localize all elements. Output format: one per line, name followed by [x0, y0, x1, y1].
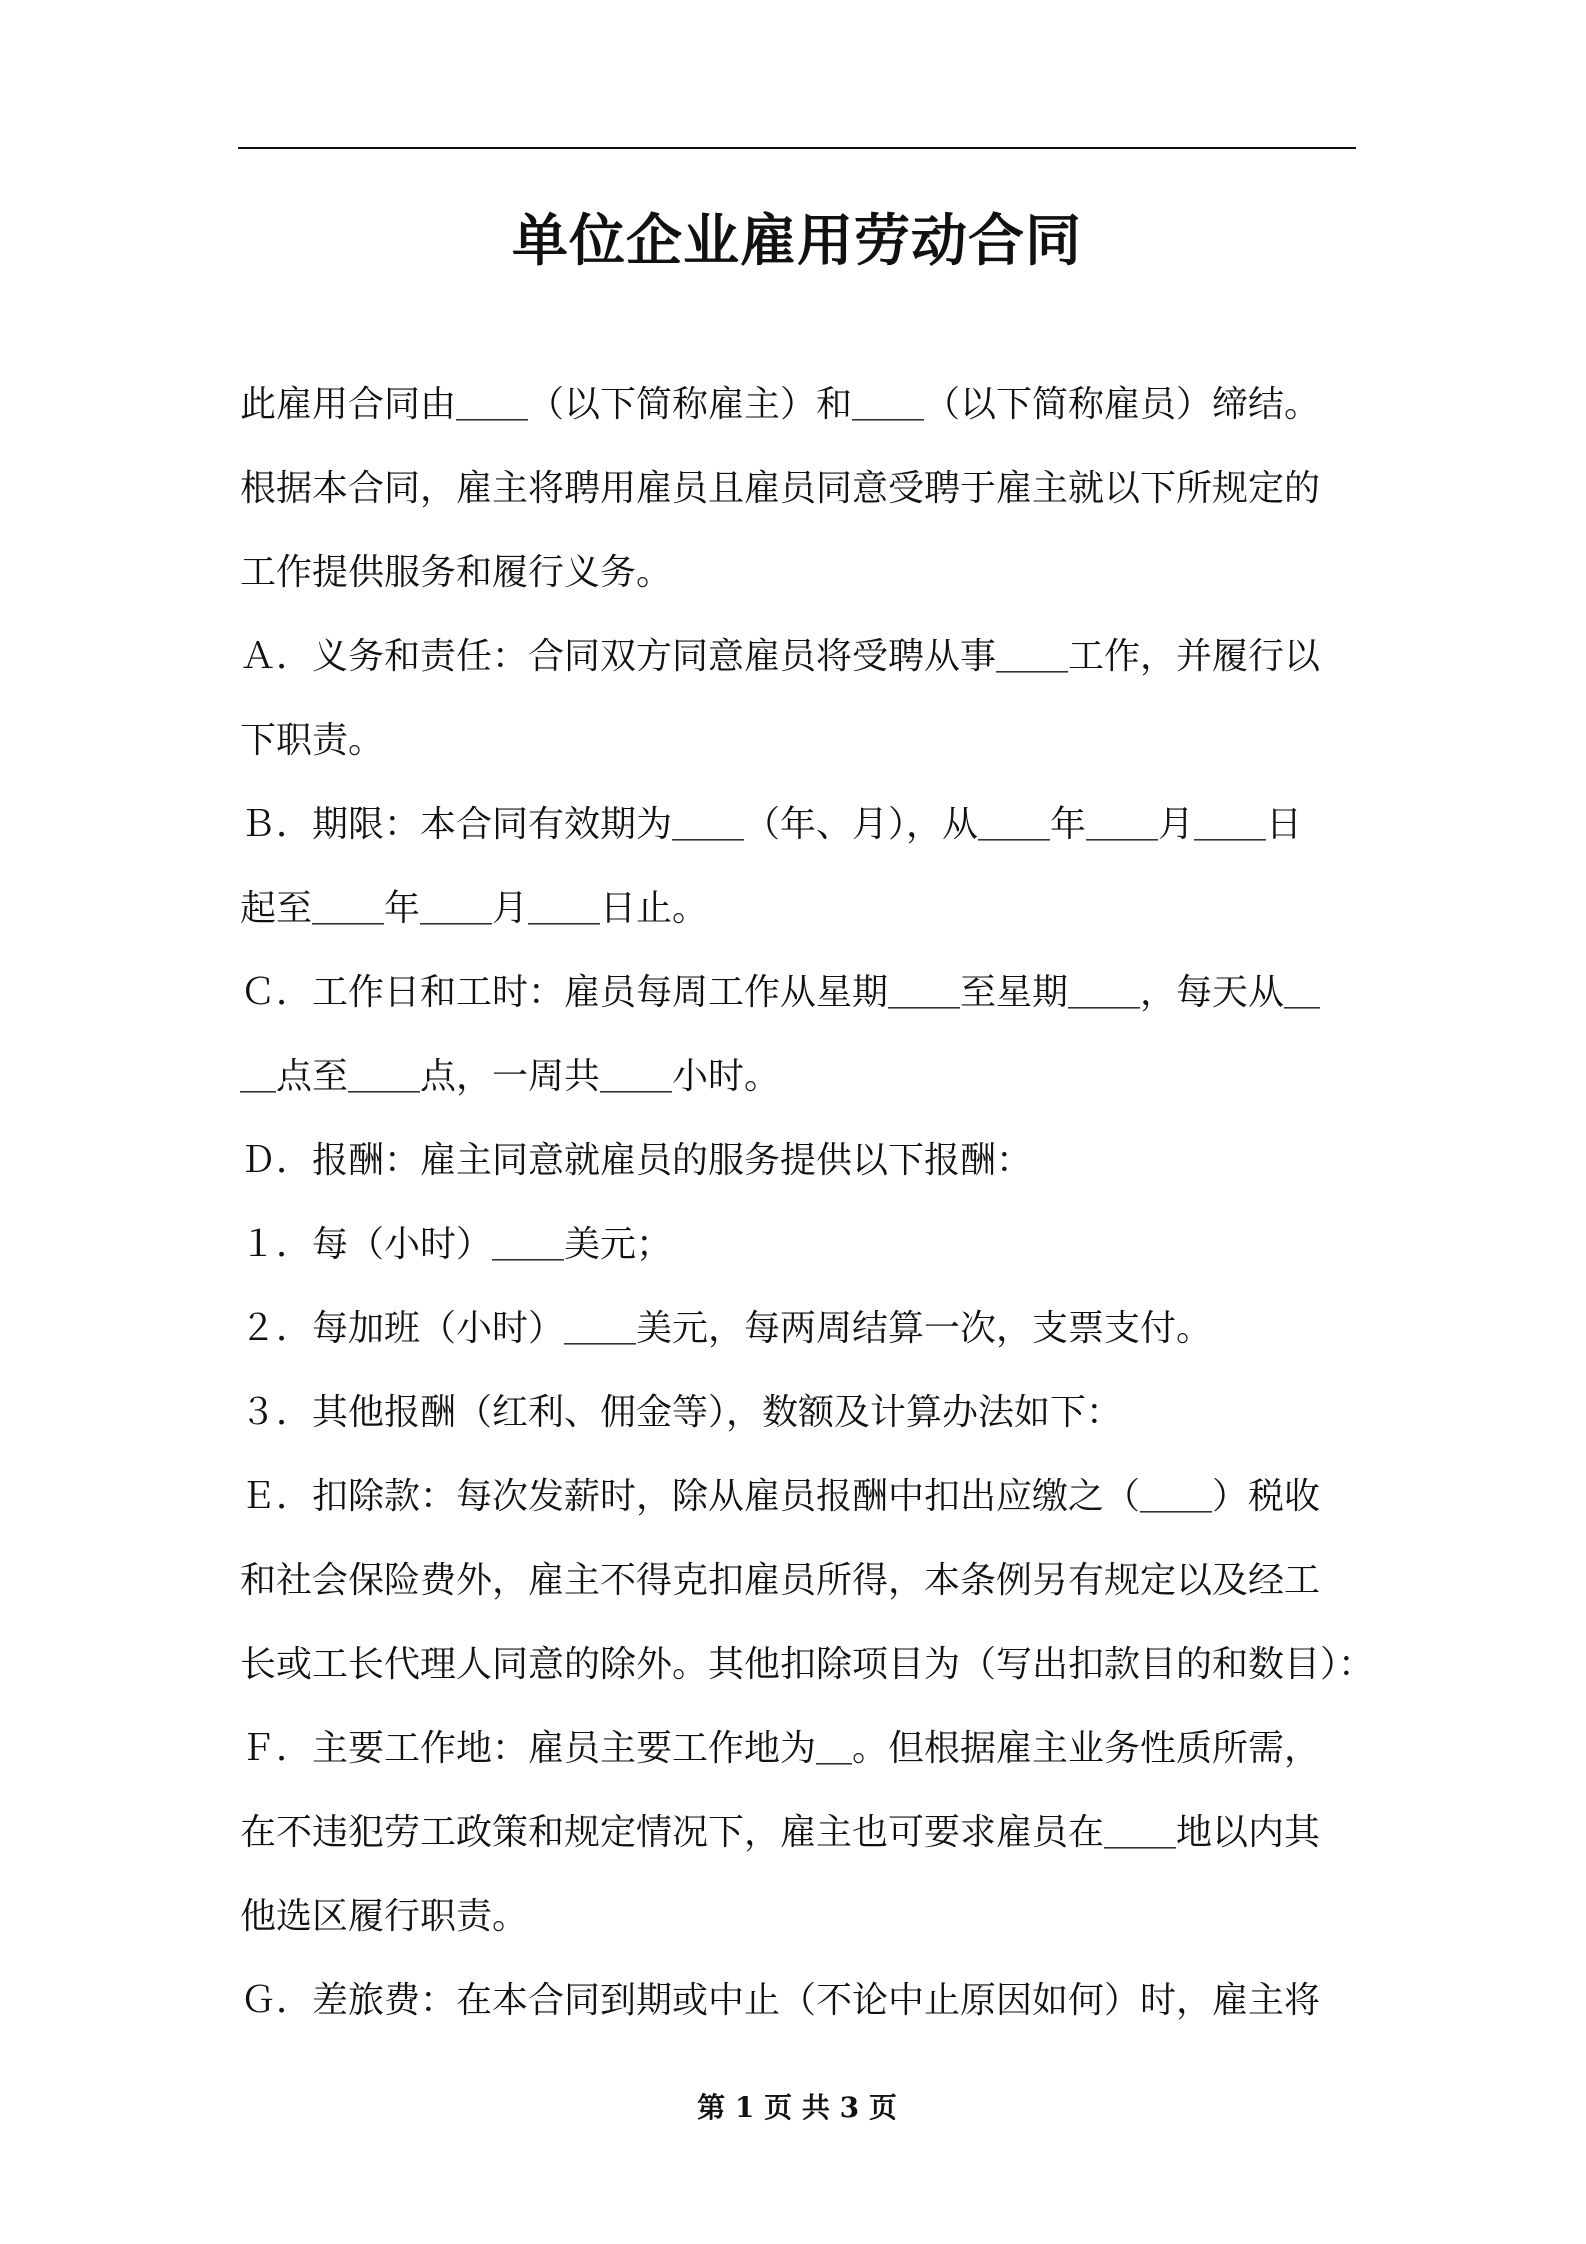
clause-e-line-1: Ｅ．扣除款：每次发薪时，除从雇员报酬中扣出应缴之（＿＿）税收 — [240, 1476, 1321, 1517]
clause-a-line-1: Ａ．义务和责任：合同双方同意雇员将受聘从事＿＿工作，并履行以 — [240, 636, 1321, 677]
contract-body — [240, 363, 1400, 2043]
body-line-1: 此雇用合同由＿＿（以下简称雇主）和＿＿（以下简称雇员）缔结。 — [240, 384, 1321, 425]
clause-c-line-1: Ｃ．工作日和工时：雇员每周工作从星期＿＿至星期＿＿，每天从＿ — [240, 972, 1321, 1013]
clause-f-line-3: 他选区履行职责。 — [240, 1896, 529, 1937]
document-title: 单位企业雇用劳动合同 — [512, 209, 1082, 274]
pay-item-2: ２．每加班（小时）＿＿美元，每两周结算一次，支票支付。 — [240, 1308, 1213, 1349]
pay-item-1: １．每（小时）＿＿美元； — [240, 1224, 673, 1265]
clause-f-line-2: 在不违犯劳工政策和规定情况下，雇主也可要求雇员在＿＿地以内其 — [240, 1812, 1321, 1853]
clause-e-line-2: 和社会保险费外，雇主不得克扣雇员所得，本条例另有规定以及经工 — [240, 1560, 1321, 1601]
clause-b-line-1: Ｂ．期限：本合同有效期为＿＿（年、月），从＿＿年＿＿月＿＿日 — [240, 804, 1303, 845]
clause-b-line-2: 起至＿＿年＿＿月＿＿日止。 — [240, 888, 709, 929]
clause-g-line-1: Ｇ．差旅费：在本合同到期或中止（不论中止原因如何）时，雇主将 — [240, 1980, 1321, 2021]
clause-e-line-3: 长或工长代理人同意的除外。其他扣除项目为（写出扣款目的和数目）： — [240, 1644, 1375, 1685]
clause-d-line: Ｄ．报酬：雇主同意就雇员的服务提供以下报酬： — [240, 1140, 1033, 1181]
page-number-footer: 第 1 页 共 3 页 — [697, 2091, 897, 2124]
body-line-3: 工作提供服务和履行义务。 — [240, 552, 673, 593]
clause-a-line-2: 下职责。 — [240, 720, 385, 761]
pay-item-3: ３．其他报酬（红利、佣金等），数额及计算办法如下： — [240, 1392, 1123, 1433]
clause-c-line-2: ＿点至＿＿点，一周共＿＿小时。 — [240, 1056, 781, 1097]
header-rule — [238, 147, 1356, 149]
clause-f-line-1: Ｆ．主要工作地：雇员主要工作地为＿。但根据雇主业务性质所需， — [240, 1728, 1321, 1769]
body-line-2: 根据本合同，雇主将聘用雇员且雇员同意受聘于雇主就以下所规定的 — [240, 468, 1321, 509]
